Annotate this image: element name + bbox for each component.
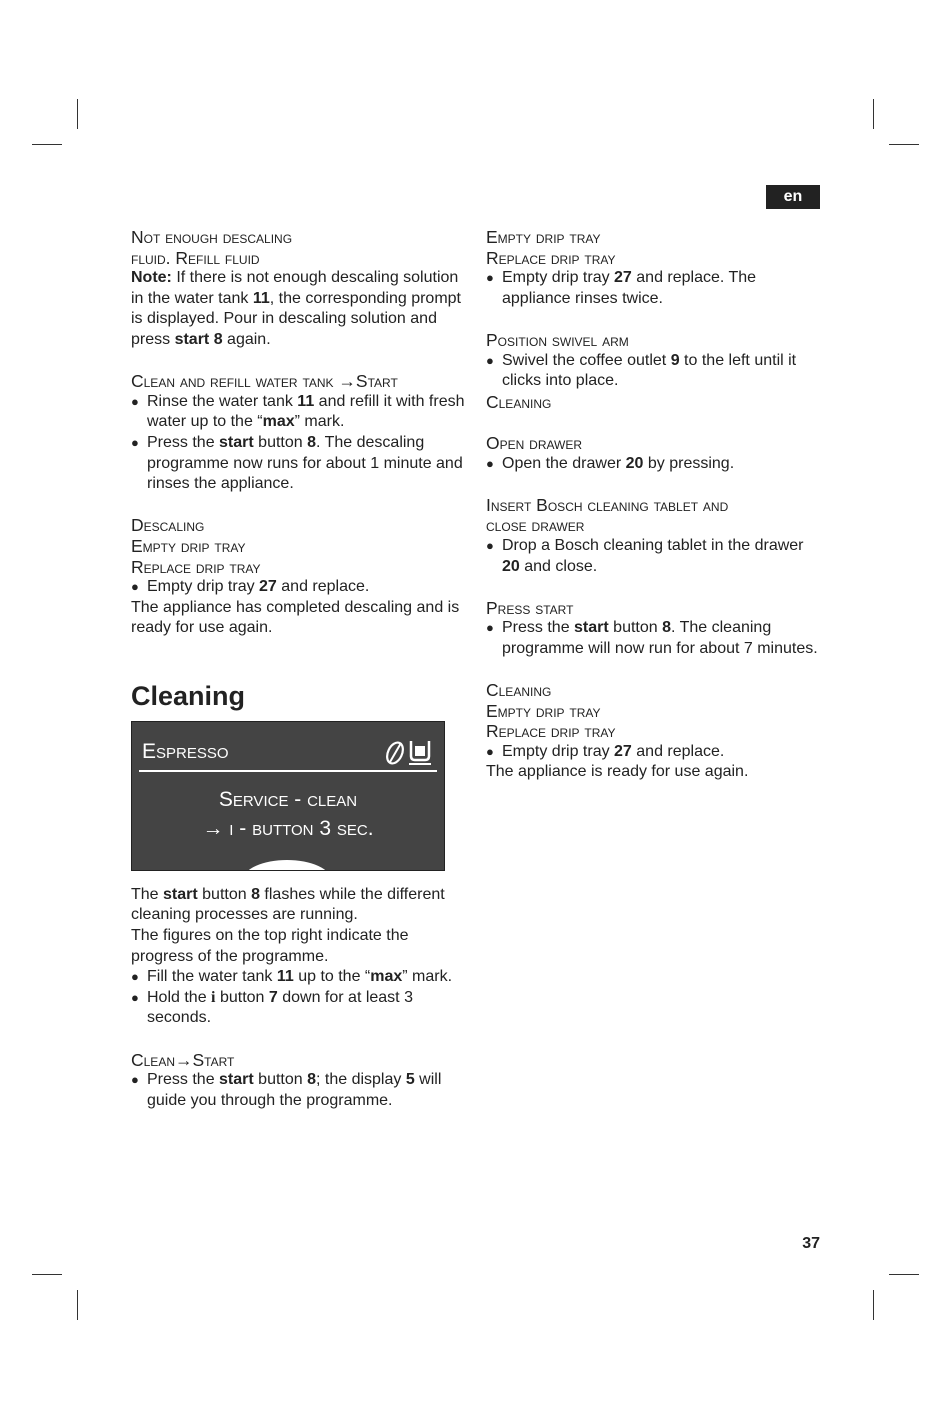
list-item: ● Press the start button 8. The descaling programme now runs for about 1 minute and rinses the appliance. <box>131 433 467 495</box>
heading-not-enough: Not enough descaling <box>131 227 293 247</box>
heading-cleaning: Cleaning <box>486 680 552 701</box>
section-title-cleaning: Cleaning <box>131 680 246 711</box>
heading-replace-drip-tray: Replace drip tray <box>486 721 616 742</box>
heading-press-start: Press start <box>486 597 574 618</box>
list-item: ● Fill the water tank 11 up to the “max” mark. <box>131 967 467 988</box>
crop-mark <box>77 1290 78 1320</box>
heading-clean-refill: Clean and refill water tank →Start <box>131 371 398 392</box>
heading-empty-drip-tray: Empty drip tray <box>131 535 246 556</box>
coffee-bean-icon <box>386 738 432 766</box>
paragraph-progress: The figures on the top right indicate the progress of the programme. <box>131 927 409 965</box>
crop-mark <box>873 1290 874 1320</box>
display-message-line2: → i - button 3 sec. <box>202 816 374 840</box>
list-item: ● Rinse the water tank 11 and refill it with fresh water up to the “max” mark. <box>131 392 467 433</box>
heading-insert-tablet: Insert Bosch cleaning tablet and <box>486 494 729 515</box>
list-item: ● Empty drip tray 27 and replace. The appliance rinses twice. <box>486 268 822 309</box>
display-divider <box>139 770 437 772</box>
heading-clean-start: Clean→Start <box>131 1049 235 1070</box>
crop-mark <box>889 144 919 145</box>
crop-mark <box>32 1274 62 1275</box>
display-message-line1: Service - clean <box>218 787 358 811</box>
display-title: Espresso <box>142 739 229 763</box>
list-item: ● Open the drawer 20 by pressing. <box>486 454 822 475</box>
left-column <box>131 227 467 1111</box>
heading-descaling: Descaling <box>131 515 205 536</box>
list-item: ● Drop a Bosch cleaning tablet in the drawer 20 and close. <box>486 536 822 577</box>
language-badge: en <box>766 185 820 209</box>
heading-refill-fluid: fluid. Refill fluid <box>131 247 260 268</box>
list-item: ● Empty drip tray 27 and replace. <box>131 577 467 598</box>
descaling-complete-text: The appliance has completed descaling and is ready for use again. <box>131 598 460 637</box>
list-item: ● Swivel the coffee outlet 9 to the left until it clicks into place. <box>486 351 822 392</box>
heading-empty-drip-tray: Empty drip tray <box>486 227 601 247</box>
heading-close-drawer: close drawer <box>486 515 585 536</box>
list-item: ● Empty drip tray 27 and replace. <box>486 742 822 763</box>
heading-cleaning: Cleaning <box>486 391 552 412</box>
display-knob <box>243 860 331 871</box>
ready-text: The appliance is ready for use again. <box>486 763 749 781</box>
list-item: ● Press the start button 8. The cleaning programme will now run for about 7 minutes. <box>486 618 822 659</box>
paragraph-flashes: The start button 8 flashes while the different cleaning processes are running. <box>131 885 445 924</box>
note-label: Note: <box>131 269 172 287</box>
crop-mark <box>873 99 874 129</box>
crop-mark <box>77 99 78 129</box>
heading-replace-drip-tray: Replace drip tray <box>486 247 616 268</box>
heading-replace-drip-tray: Replace drip tray <box>131 556 261 577</box>
heading-position-swivel-arm: Position swivel arm <box>486 329 629 350</box>
machine-display <box>131 721 445 871</box>
crop-mark <box>889 1274 919 1275</box>
info-i-symbol: i <box>211 988 216 1006</box>
heading-empty-drip-tray: Empty drip tray <box>486 700 601 721</box>
crop-mark <box>32 144 62 145</box>
note-paragraph: Note: If there is not enough descaling solution in the water tank 11, the corresponding prompt is displayed. Pour in descaling solution and press start 8 again. <box>131 269 461 348</box>
page-number: 37 <box>802 1235 820 1252</box>
display-icons <box>386 738 432 773</box>
list-item: ● Hold the i button 7 down for at least 3 seconds. <box>131 988 467 1029</box>
list-item: ● Press the start button 8; the display 5 will guide you through the programme. <box>131 1070 467 1111</box>
heading-open-drawer: Open drawer <box>486 432 583 453</box>
right-column <box>486 227 822 783</box>
